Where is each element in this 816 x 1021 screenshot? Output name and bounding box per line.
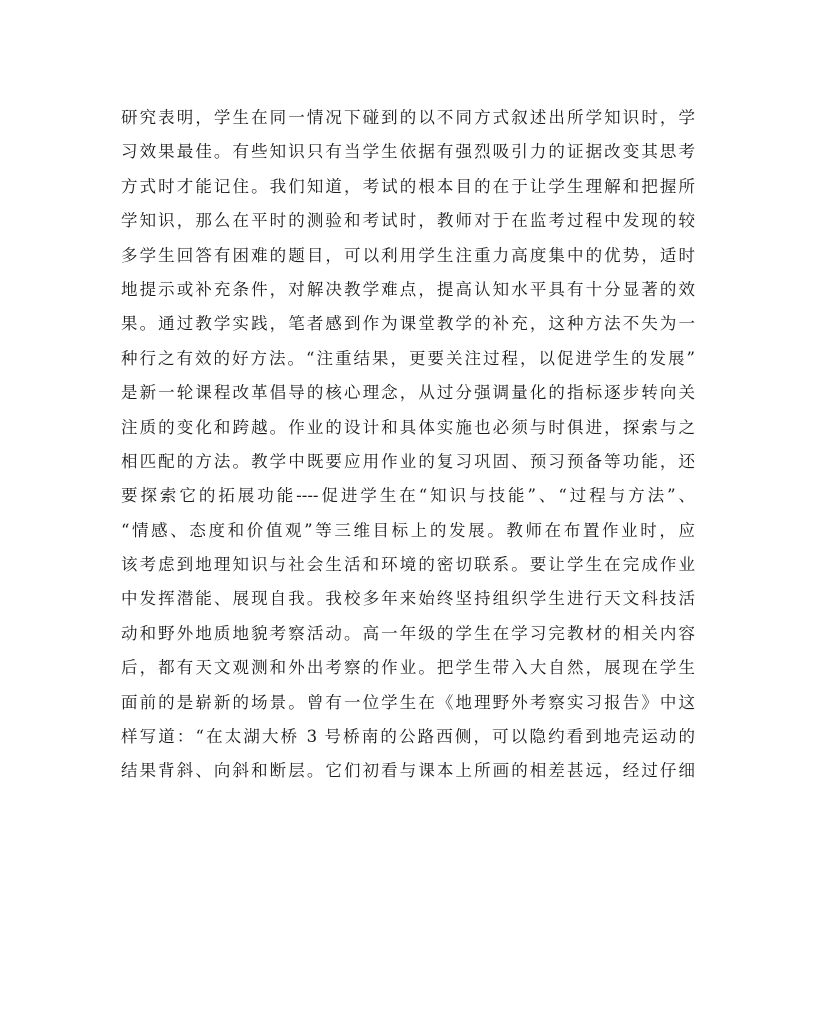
- text-line: 相匹配的方法。教学中既要应用作业的复习巩固、预习预备等功能，还: [121, 451, 695, 471]
- text-line: 果。通过教学实践，笔者感到作为课堂教学的补充，这种方法不失为一: [121, 314, 695, 334]
- text-line: 后，都有天文观测和外出考察的作业。把学生带入大自然，展现在学生: [121, 658, 695, 678]
- text-line: 注质的变化和跨越。作业的设计和具体实施也必须与时俱进，探索与之: [121, 417, 695, 437]
- text-line: 学知识，那么在平时的测验和考试时，教师对于在监考过程中发现的较: [121, 211, 695, 231]
- text-line: 方式时才能记住。我们知道，考试的根本目的在于让学生理解和把握所: [121, 176, 695, 196]
- text-line: 面前的是崭新的场景。曾有一位学生在《地理野外考察实习报告》中这: [121, 692, 695, 712]
- text-line: 样写道：“在太湖大桥 3 号桥南的公路西侧，可以隐约看到地壳运动的: [121, 727, 695, 747]
- text-line: 要探索它的拓展功能----促进学生在“知识与技能”、“过程与方法”、: [121, 486, 695, 506]
- text-line: 种行之有效的好方法。“注重结果，更要关注过程，以促进学生的发展”: [121, 348, 695, 368]
- text-line: 研究表明，学生在同一情况下碰到的以不同方式叙述出所学知识时，学: [121, 108, 695, 127]
- text-line: “情感、态度和价值观”等三维目标上的发展。教师在布置作业时，应: [121, 520, 695, 540]
- text-line: 结果背斜、向斜和断层。它们初看与课本上所画的相差甚远，经过仔细: [121, 761, 695, 781]
- text-line: 是新一轮课程改革倡导的核心理念，从过分强调量化的指标逐步转向关: [121, 383, 695, 403]
- text-line: 动和野外地质地貌考察活动。高一年级的学生在学习完教材的相关内容: [121, 623, 695, 643]
- body-text: [121, 101, 695, 789]
- text-line: 该考虑到地理知识与社会生活和环境的密切联系。要让学生在完成作业: [121, 555, 695, 575]
- text-line: 习效果最佳。有些知识只有当学生依据有强烈吸引力的证据改变其思考: [121, 142, 695, 162]
- text-line: 地提示或补充条件，对解决教学难点，提高认知水平具有十分显著的效: [121, 279, 695, 299]
- text-line: 多学生回答有困难的题目，可以利用学生注重力高度集中的优势，适时: [121, 245, 695, 265]
- text-line: 中发挥潜能、展现自我。我校多年来始终坚持组织学生进行天文科技活: [121, 589, 695, 609]
